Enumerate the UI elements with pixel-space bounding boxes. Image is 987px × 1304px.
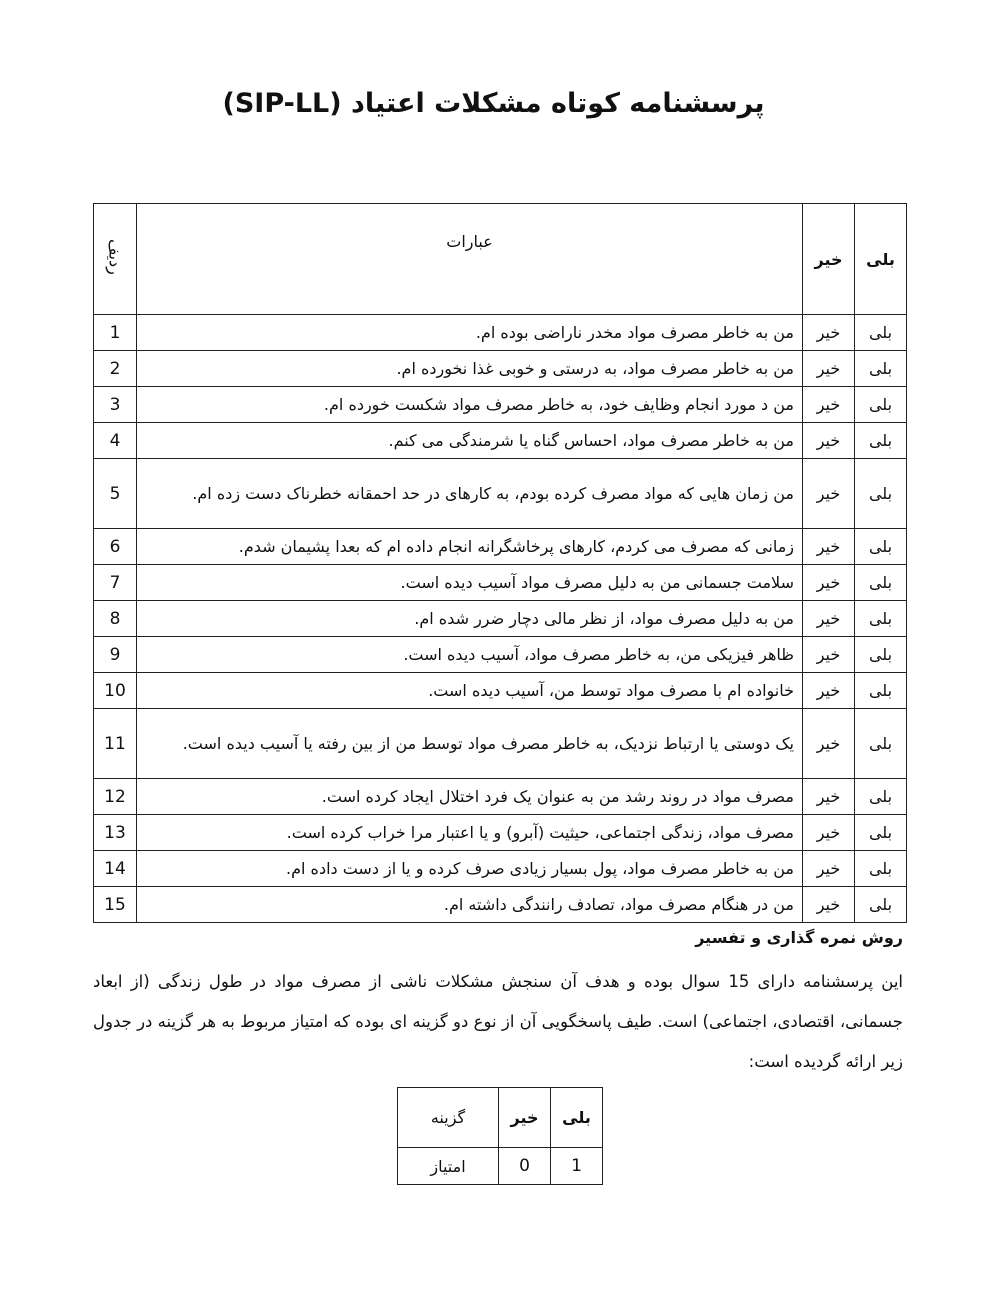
header-row — [94, 204, 907, 315]
statement-cell: مصرف مواد، زندگی اجتماعی، حیثیت (آبرو) و یا اعتبار مرا خراب کرده است. — [137, 815, 803, 851]
row-number-cell: 11 — [94, 709, 137, 779]
answer-yes-cell: بلی — [855, 779, 907, 815]
statement-cell: من زمان هایی که مواد مصرف کرده بودم، به کارهای در حد احمقانه خطرناک دست زده ام. — [137, 459, 803, 529]
statement-cell: خانواده ام با مصرف مواد توسط من، آسیب دیده است. — [137, 673, 803, 709]
answer-yes-cell: بلی — [855, 637, 907, 673]
answer-yes-cell: بلی — [855, 565, 907, 601]
table-row — [94, 459, 907, 529]
header-no: خیر — [803, 204, 855, 315]
statement-cell: ظاهر فیزیکی من، به خاطر مصرف مواد، آسیب دیده است. — [137, 637, 803, 673]
statement-cell: من به خاطر مصرف مواد مخدر ناراضی بوده ام. — [137, 315, 803, 351]
statement-cell: من به خاطر مصرف مواد، پول بسیار زیادی صرف کرده و یا از دست داده ام. — [137, 851, 803, 887]
page-title: پرسشنامه کوتاه مشکلات اعتیاد (SIP-LL) — [222, 88, 765, 119]
header-statements: عبارات — [137, 204, 803, 315]
statement-cell: مصرف مواد در روند رشد من به عنوان یک فرد اختلال ایجاد کرده است. — [137, 779, 803, 815]
score-yes-value: 1 — [551, 1148, 603, 1185]
statement-cell: یک دوستی یا ارتباط نزدیک، به خاطر مصرف مواد توسط من از بین رفته یا آسیب دیده است. — [137, 709, 803, 779]
score-header-no: خیر — [499, 1088, 551, 1148]
score-header-option: گزینه — [398, 1088, 499, 1148]
table-row — [94, 673, 907, 709]
questionnaire-table — [93, 203, 907, 923]
row-number-cell: 8 — [94, 601, 137, 637]
answer-yes-cell: بلی — [855, 709, 907, 779]
row-number-cell: 15 — [94, 887, 137, 923]
answer-no-cell: خیر — [803, 779, 855, 815]
answer-yes-cell: بلی — [855, 529, 907, 565]
row-number-cell: 14 — [94, 851, 137, 887]
table-row — [94, 815, 907, 851]
table-row — [94, 565, 907, 601]
score-table — [397, 1087, 603, 1185]
answer-yes-cell: بلی — [855, 851, 907, 887]
row-number-cell: 12 — [94, 779, 137, 815]
answer-no-cell: خیر — [803, 565, 855, 601]
statement-cell: من به خاطر مصرف مواد، به درستی و خوبی غذا نخورده ام. — [137, 351, 803, 387]
statement-cell: من به دلیل مصرف مواد، از نظر مالی دچار ضرر شده ام. — [137, 601, 803, 637]
table-row — [94, 637, 907, 673]
table-row — [94, 423, 907, 459]
answer-no-cell: خیر — [803, 815, 855, 851]
answer-no-cell: خیر — [803, 601, 855, 637]
table-row — [94, 529, 907, 565]
score-header-row — [398, 1088, 603, 1148]
answer-no-cell: خیر — [803, 387, 855, 423]
table-row — [94, 709, 907, 779]
answer-no-cell: خیر — [803, 315, 855, 351]
answer-no-cell: خیر — [803, 709, 855, 779]
score-no-value: 0 — [499, 1148, 551, 1185]
answer-yes-cell: بلی — [855, 351, 907, 387]
row-number-cell: 9 — [94, 637, 137, 673]
answer-yes-cell: بلی — [855, 315, 907, 351]
row-number-cell: 1 — [94, 315, 137, 351]
table-row — [94, 887, 907, 923]
row-number-cell: 7 — [94, 565, 137, 601]
table-row — [94, 779, 907, 815]
answer-yes-cell: بلی — [855, 673, 907, 709]
answer-yes-cell: بلی — [855, 601, 907, 637]
statement-cell: زمانی که مصرف می کردم، کارهای پرخاشگرانه انجام داده ام که بعدا پشیمان شدم. — [137, 529, 803, 565]
answer-no-cell: خیر — [803, 351, 855, 387]
score-header-yes: بلی — [551, 1088, 603, 1148]
answer-no-cell: خیر — [803, 637, 855, 673]
statement-cell: من در هنگام مصرف مواد، تصادف رانندگی داشته ام. — [137, 887, 803, 923]
row-number-cell: 3 — [94, 387, 137, 423]
scoring-title: روش نمره گذاری و تفسیر — [695, 928, 903, 947]
answer-no-cell: خیر — [803, 423, 855, 459]
score-values-row — [398, 1148, 603, 1185]
answer-no-cell: خیر — [803, 529, 855, 565]
statement-cell: سلامت جسمانی من به دلیل مصرف مواد آسیب دیده است. — [137, 565, 803, 601]
table-row — [94, 851, 907, 887]
header-yes: بلی — [855, 204, 907, 315]
answer-yes-cell: بلی — [855, 459, 907, 529]
answer-no-cell: خیر — [803, 851, 855, 887]
row-number-cell: 13 — [94, 815, 137, 851]
scoring-paragraph: این پرسشنامه دارای 15 سوال بوده و هدف آن سنجش مشکلات ناشی از مصرف مواد در طول زندگی (از ابعاد جسمانی، اقتصادی، اجتماعی) است. طیف پاسخگویی آن از نوع دو گزینه ای بوده که امتیاز مربوط به هر گزینه در جدول زیر ارائه گردیده است: — [93, 972, 903, 1071]
answer-yes-cell: بلی — [855, 887, 907, 923]
answer-no-cell: خیر — [803, 673, 855, 709]
answer-yes-cell: بلی — [855, 815, 907, 851]
header-row-label: ردیف — [105, 238, 125, 275]
statement-cell: من د مورد انجام وظایف خود، به خاطر مصرف مواد شکست خورده ام. — [137, 387, 803, 423]
row-number-cell: 2 — [94, 351, 137, 387]
table-row — [94, 315, 907, 351]
statement-cell: من به خاطر مصرف مواد، احساس گناه یا شرمندگی می کنم. — [137, 423, 803, 459]
row-number-cell: 4 — [94, 423, 137, 459]
row-number-cell: 6 — [94, 529, 137, 565]
answer-no-cell: خیر — [803, 887, 855, 923]
table-row — [94, 601, 907, 637]
header-row-number — [94, 204, 137, 315]
row-number-cell: 10 — [94, 673, 137, 709]
row-number-cell: 5 — [94, 459, 137, 529]
answer-yes-cell: بلی — [855, 423, 907, 459]
score-label: امتیاز — [398, 1148, 499, 1185]
table-row — [94, 387, 907, 423]
answer-no-cell: خیر — [803, 459, 855, 529]
answer-yes-cell: بلی — [855, 387, 907, 423]
table-row — [94, 351, 907, 387]
